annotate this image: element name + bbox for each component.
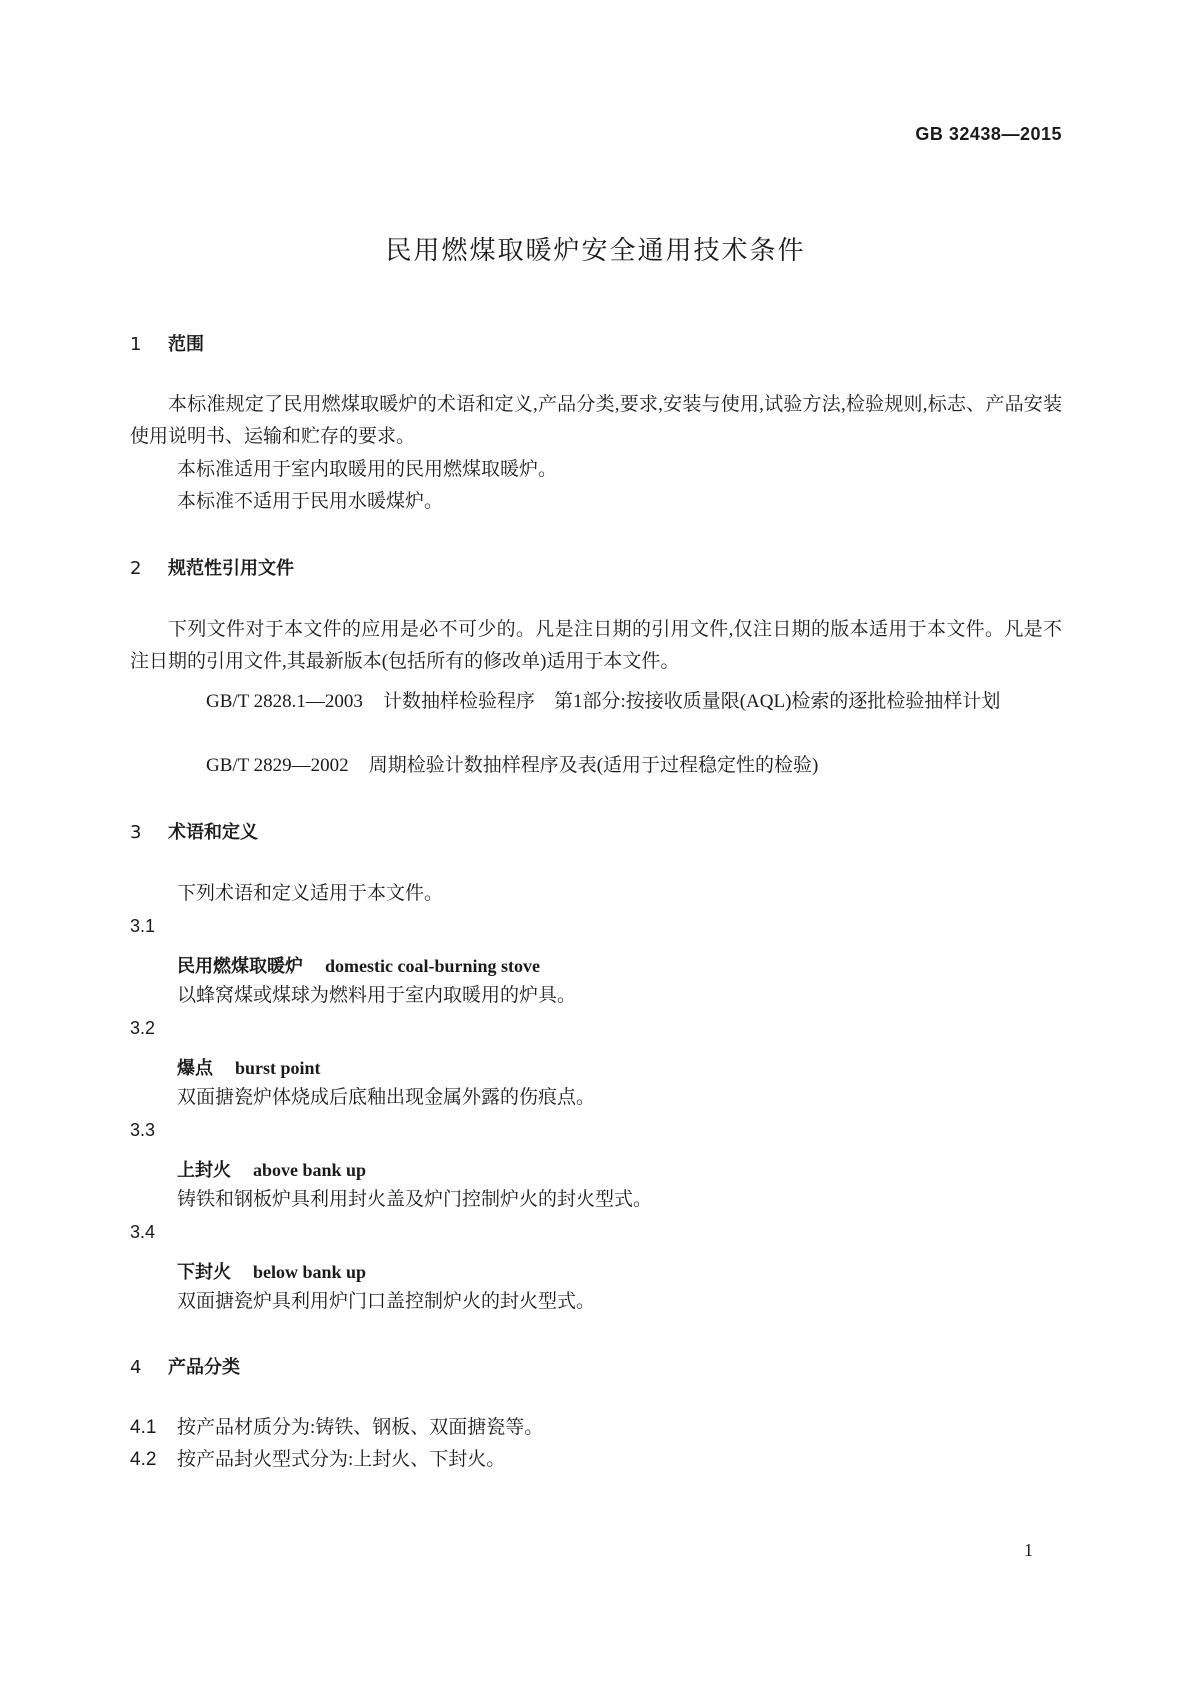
section-heading-terms	[130, 818, 258, 844]
section-number: 1	[130, 334, 142, 355]
reference-code: GB/T 2828.1—2003	[206, 691, 363, 712]
term-definition: 双面搪瓷炉体烧成后底釉出现金属外露的伤痕点。	[177, 1087, 596, 1108]
section-title: 范围	[168, 334, 204, 355]
reference-title: 周期检验计数抽样程序及表(适用于过程稳定性的检验)	[368, 755, 819, 776]
term-num: 3.1	[130, 916, 156, 936]
term-heading	[177, 1258, 366, 1284]
paragraph: 本标准不适用于民用水暖煤炉。	[177, 491, 444, 512]
term-heading	[177, 1054, 321, 1080]
paragraph: 下列术语和定义适用于本文件。	[177, 883, 444, 904]
term-en: above bank up	[253, 1160, 367, 1180]
section-title: 规范性引用文件	[168, 558, 294, 579]
item-text: 按产品封火型式分为:上封火、下封火。	[177, 1449, 506, 1470]
paragraph: 下列文件对于本文件的应用是必不可少的。凡是注日期的引用文件,仅注日期的版本适用于本文件。凡是不注日期的引用文件,其最新版本(包括所有的修改单)适用于本文件。	[130, 619, 1062, 672]
reference-code: GB/T 2829—2002	[206, 755, 349, 776]
term-zh: 上封火	[177, 1160, 231, 1180]
term-num: 3.3	[130, 1120, 156, 1140]
term-number	[130, 910, 177, 942]
section-title: 术语和定义	[168, 822, 258, 843]
section-number: 3	[130, 822, 142, 843]
section-heading-classification	[130, 1353, 240, 1379]
section-number: 4	[130, 1357, 142, 1378]
reference-title: 计数抽样检验程序 第1部分:按接收质量限(AQL)检索的逐批检验抽样计划	[382, 691, 1001, 712]
term-zh: 下封火	[177, 1262, 231, 1282]
section-title: 产品分类	[168, 1357, 240, 1378]
term-definition: 双面搪瓷炉具利用炉门口盖控制炉火的封火型式。	[177, 1291, 596, 1312]
term-number	[130, 1012, 177, 1044]
term-heading	[177, 952, 540, 978]
term-en: below bank up	[253, 1262, 367, 1282]
paragraph: 本标准适用于室内取暖用的民用燃煤取暖炉。	[177, 459, 558, 480]
item-number: 4.1	[130, 1417, 157, 1438]
term-en: burst point	[235, 1058, 321, 1078]
section-number: 2	[130, 558, 142, 579]
term-num: 3.4	[130, 1222, 156, 1242]
standard-code: GB 32438—2015	[915, 124, 1062, 144]
term-number	[130, 1216, 177, 1248]
classification-item	[130, 1412, 543, 1444]
page-title: 民用燃煤取暖炉安全通用技术条件	[385, 236, 806, 266]
term-zh: 民用燃煤取暖炉	[177, 956, 303, 976]
section-heading-scope	[130, 330, 204, 356]
reference-item	[130, 750, 1062, 782]
term-en: domestic coal-burning stove	[325, 956, 540, 976]
term-number	[130, 1114, 177, 1146]
term-zh: 爆点	[177, 1058, 213, 1078]
page-number: 1	[1024, 1540, 1033, 1560]
item-number: 4.2	[130, 1449, 157, 1470]
section-heading-normative-references	[130, 554, 294, 580]
term-definition: 以蜂窝煤或煤球为燃料用于室内取暖用的炉具。	[177, 985, 577, 1006]
term-definition: 铸铁和钢板炉具利用封火盖及炉门控制炉火的封火型式。	[177, 1189, 653, 1210]
classification-item	[130, 1444, 505, 1476]
term-num: 3.2	[130, 1018, 156, 1038]
item-text: 按产品材质分为:铸铁、钢板、双面搪瓷等。	[177, 1417, 544, 1438]
reference-item	[130, 686, 1062, 718]
term-heading	[177, 1156, 366, 1182]
paragraph: 本标准规定了民用燃煤取暖炉的术语和定义,产品分类,要求,安装与使用,试验方法,检验规则,标志、产品安装使用说明书、运输和贮存的要求。	[130, 394, 1062, 447]
